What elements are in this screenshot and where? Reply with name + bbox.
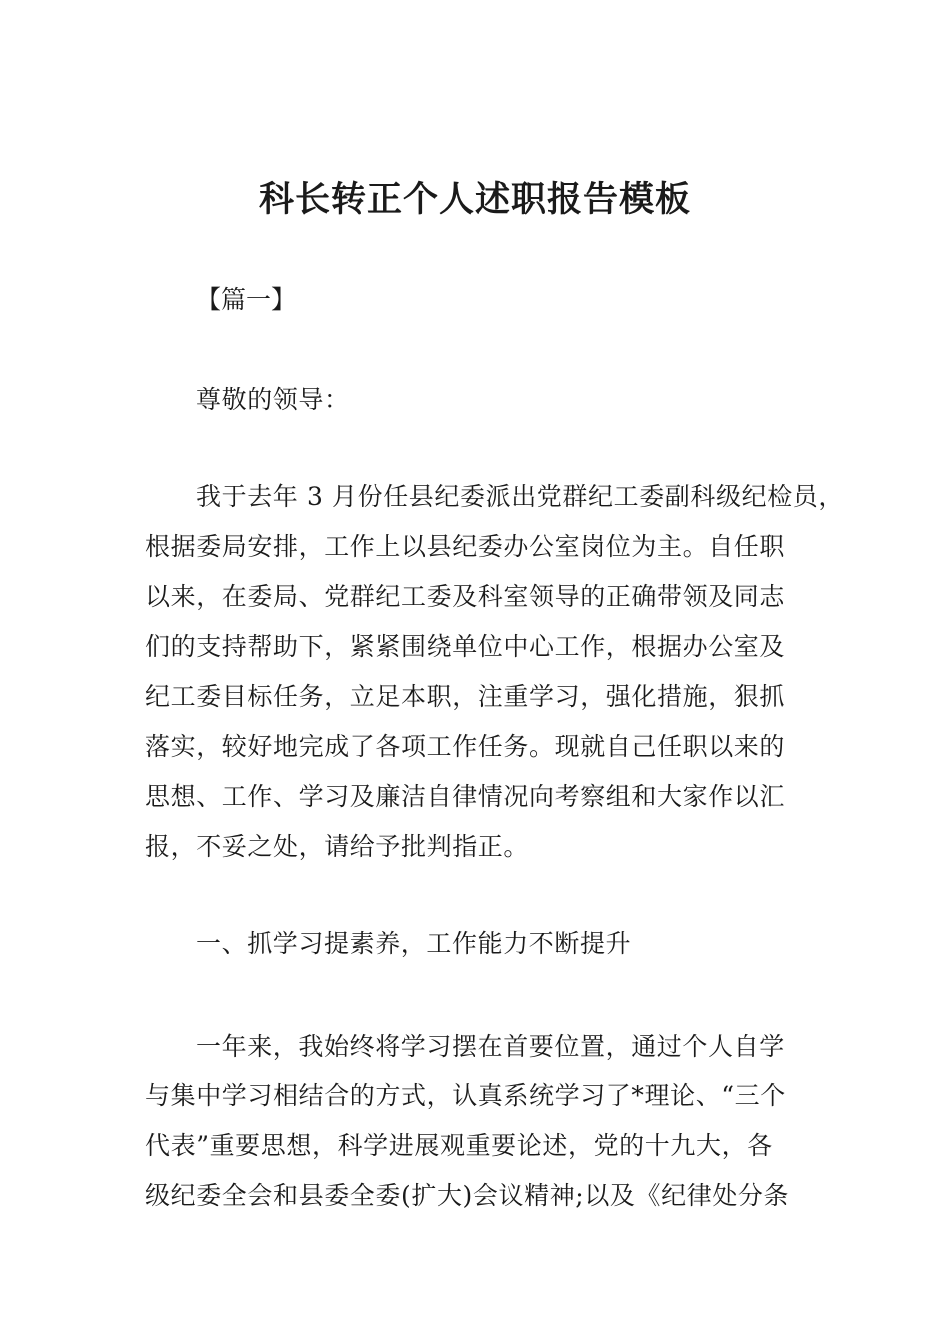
paragraph-line: 落实，较好地完成了各项工作任务。现就自己任职以来的 xyxy=(145,732,786,761)
salutation: 尊敬的领导： xyxy=(196,385,350,414)
section-heading: 一、抓学习提素养，工作能力不断提升 xyxy=(196,929,632,958)
paragraph-line: 我于去年 3 月份任县纪委派出党群纪工委副科级纪检员， xyxy=(196,482,845,511)
paragraph-line: 根据委局安排，工作上以县纪委办公室岗位为主。自任职 xyxy=(145,532,786,561)
paragraph-line: 纪工委目标任务，立足本职，注重学习，强化措施，狠抓 xyxy=(145,682,786,711)
paragraph-line: 与集中学习相结合的方式，认真系统学习了*理论、“三个 xyxy=(145,1081,786,1110)
paragraph-line: 以来，在委局、党群纪工委及科室领导的正确带领及同志 xyxy=(145,582,786,611)
section-tag: 【篇一】 xyxy=(196,285,297,314)
paragraph-line: 报，不妥之处，请给予批判指正。 xyxy=(145,832,530,861)
paragraph-line: 们的支持帮助下，紧紧围绕单位中心工作，根据办公室及 xyxy=(145,632,786,661)
paragraph-line: 级纪委全会和县委全委(扩大)会议精神;以及《纪律处分条 xyxy=(145,1181,790,1210)
paragraph-line: 一年来，我始终将学习摆在首要位置，通过个人自学 xyxy=(196,1032,785,1061)
paragraph-line: 代表”重要思想，科学进展观重要论述，党的十九大，各 xyxy=(145,1131,773,1160)
document-title: 科长转正个人述职报告模板 xyxy=(258,180,691,220)
paragraph-line: 思想、工作、学习及廉洁自律情况向考察组和大家作以汇 xyxy=(145,782,786,811)
